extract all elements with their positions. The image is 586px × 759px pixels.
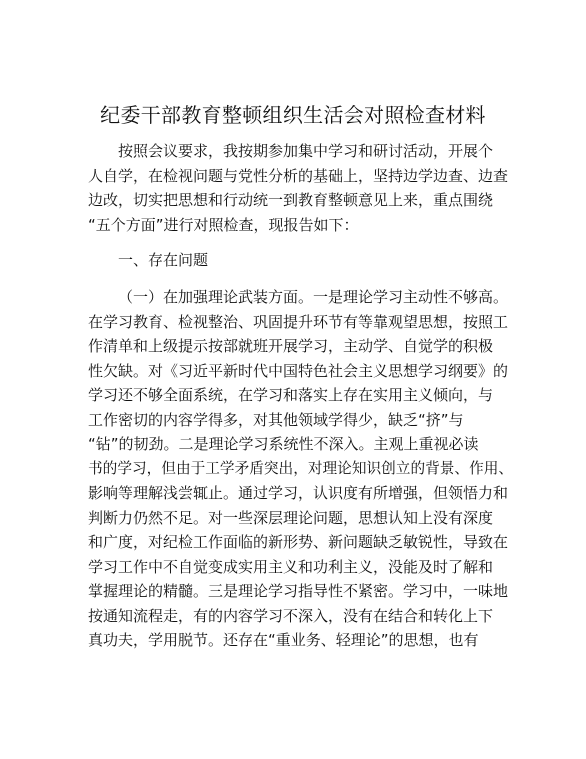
intro-line: 人自学，在检视问题与党性分析的基础上，坚持边学边查、边查	[88, 166, 509, 185]
section-paragraph	[88, 285, 513, 653]
intro-line: 按照会议要求，我按期参加集中学习和研讨活动，开展个	[118, 142, 494, 160]
paragraph-line: 学习工作中不自觉变成实用主义和功利主义，没能及时了解和	[88, 557, 494, 576]
paragraph-line: （一）在加强理论武装方面。一是理论学习主动性不够高。	[118, 288, 509, 306]
paragraph-line: 工作密切的内容学得多，对其他领域学得少，缺乏“挤”与	[88, 410, 464, 429]
section-heading: 一、存在问题	[118, 251, 209, 269]
paragraph-line: 在学习教育、检视整治、巩固提升环节有等靠观望思想，按照工	[88, 312, 509, 331]
paragraph-line: 学习还不够全面系统，在学习和落实上存在实用主义倾向，与	[88, 386, 494, 404]
intro-line: “五个方面”进行对照检查，现报告如下：	[88, 215, 359, 234]
paragraph-line: 掌握理论的精髓。三是理论学习指导性不紧密。学习中，一味地	[88, 582, 509, 600]
intro-line: 边改，切实把思想和行动统一到教育整顿意见上来，重点围绕	[88, 191, 494, 209]
paragraph-line: “钻”的韧劲。二是理论学习系统性不深入。主观上重视必读	[88, 435, 479, 453]
paragraph-line: 影响等理解浅尝辄止。通过学习，认识度有所增强，但领悟力和	[88, 484, 509, 502]
paragraph-line: 真功夫，学用脱节。还存在“重业务、轻理论”的思想，也有	[88, 631, 479, 649]
paragraph-line: 和广度，对纪检工作面临的新形势、新问题缺乏敏锐性，导致在	[88, 533, 509, 551]
paragraph-line: 书的学习，但由于工学矛盾突出，对理论知识创立的背景、作用、	[88, 459, 514, 477]
paragraph-line: 性欠缺。对《习近平新时代中国特色社会主义思想学习纲要》的	[88, 361, 509, 380]
paragraph-line: 作清单和上级提示按部就班开展学习，主动学、自觉学的积极	[88, 337, 494, 355]
paragraph-line: 按通知流程走，有的内容学习不深入，没有在结合和转化上下	[88, 606, 494, 625]
intro-paragraph	[88, 139, 513, 237]
document-title: 纪委干部教育整顿组织生活会对照检查材料	[100, 103, 486, 127]
paragraph-line: 判断力仍然不足。对一些深层理论问题，思想认知上没有深度	[88, 508, 494, 527]
